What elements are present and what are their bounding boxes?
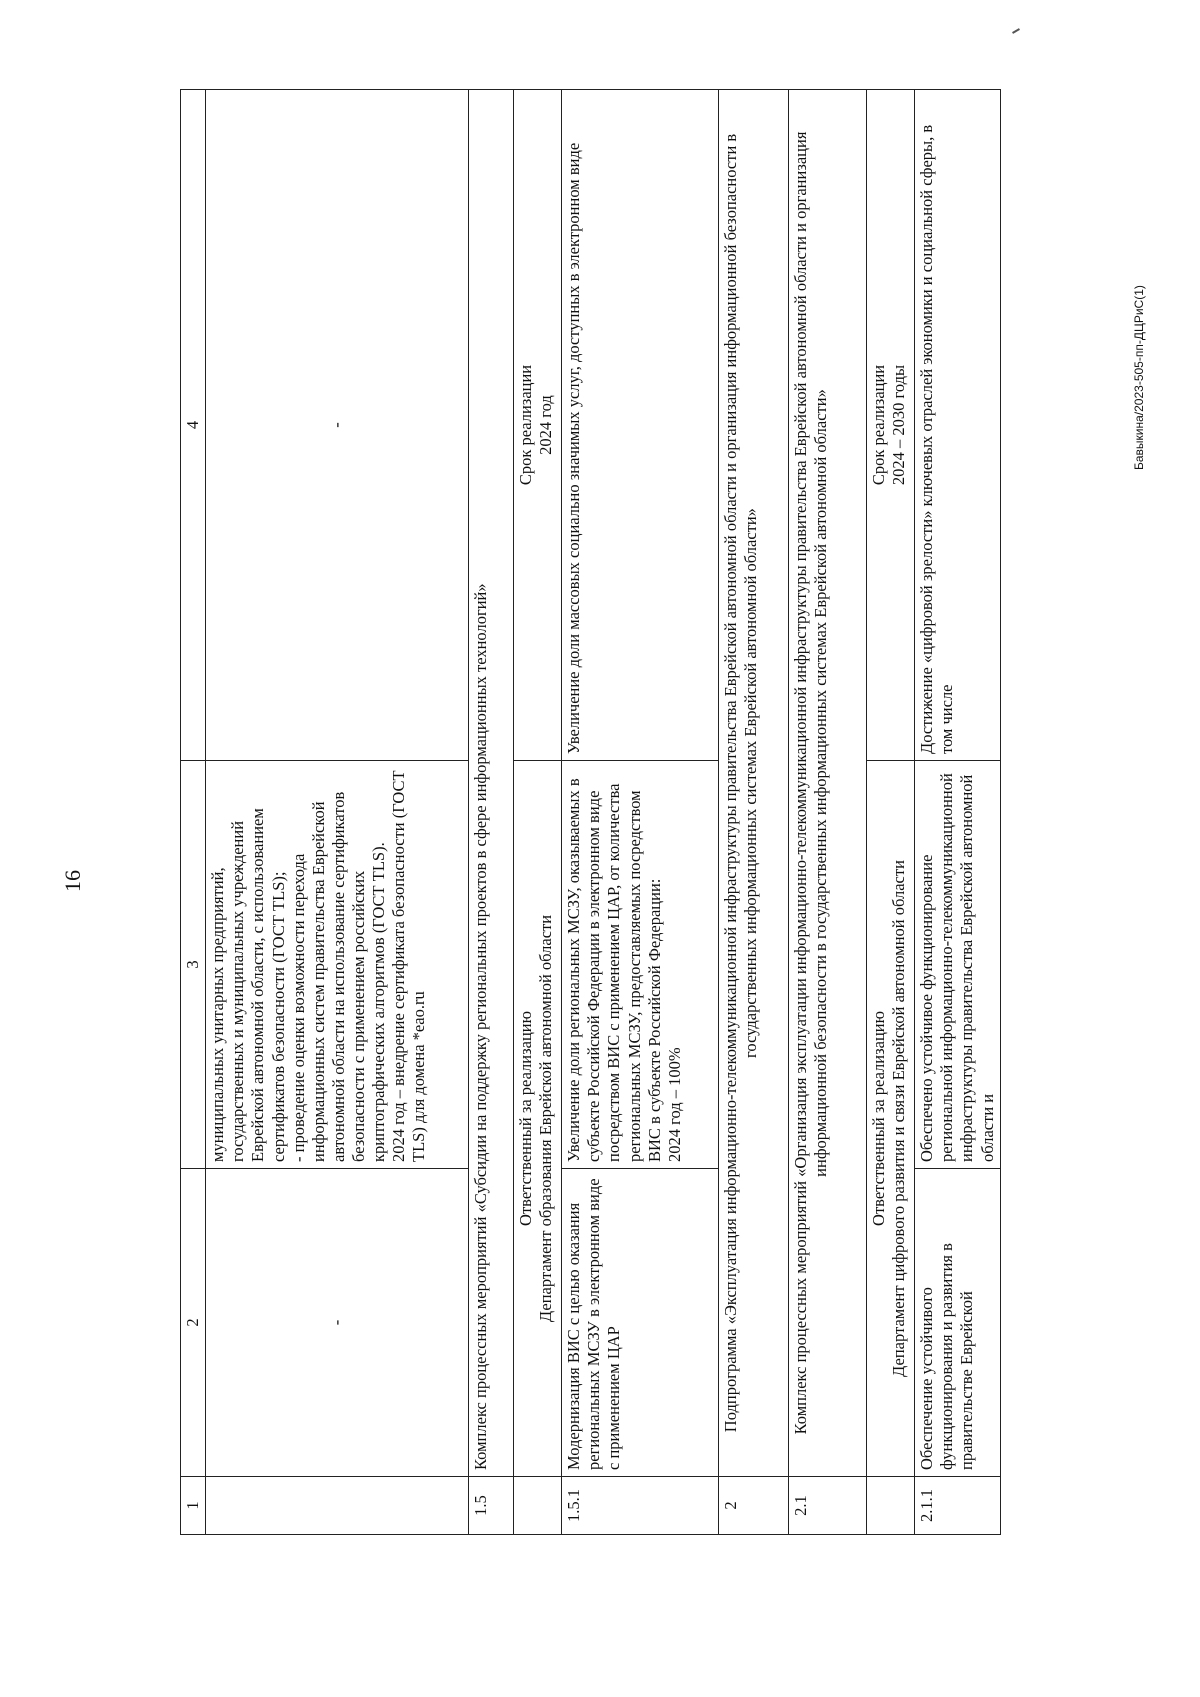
continuation-num	[206, 1477, 469, 1535]
continuation-col2: -	[206, 1169, 469, 1477]
row-2-1-num: 2.1	[789, 1477, 867, 1535]
header-col-3: 3	[181, 761, 206, 1169]
row-2-1-term: Срок реализации 2024 – 2030 годы	[867, 90, 915, 761]
row-2-1-1-task: Обеспечение устойчивого функционирования и развития в правительстве Еврейской	[915, 1169, 1001, 1477]
page-number: 16	[60, 870, 85, 892]
row-2-1-responsible	[867, 90, 915, 1535]
row-1-5-num: 1.5	[469, 1477, 514, 1535]
row-1-5-1-task: Модернизация ВИС с целью оказания региональных МСЗУ в электронном виде с применением ЦАР	[562, 1169, 719, 1477]
row-1-5-1-num: 1.5.1	[562, 1477, 719, 1535]
row-1-5-title: Комплекс процессных мероприятий «Субсидии на поддержку региональных проектов в сфере информационных технологий»	[469, 90, 514, 1477]
continuation-col3: муниципальных унитарных предприятий, государственных и муниципальных учреждений Еврейской автономной области, с использованием сертификатов безопасности (ГОСТ TLS); - проведение оценки возможности перехода информационных систем правительства Еврейской автономной области на использование сертификатов безопасности с применением российских криптографических алгоритмов (ГОСТ TLS). 2024 год – внедрение сертификата безопасности (ГОСТ TLS) для домена *eao.ru	[206, 761, 469, 1169]
row-2-title: Подпрограмма «Эксплуатация информационно-телекоммуникационной инфраструктуры правительства Еврейской автономной области и организация информационной безопасности в государственных информационных системах Еврейской автономной области»	[719, 90, 789, 1477]
rotated-table-frame	[180, 90, 997, 1535]
header-col-1: 1	[181, 1477, 206, 1535]
footer-reference: Бавыкина/2023-505-пп-ДЦРиС(1)	[1132, 285, 1146, 470]
row-2-1-title: Комплекс процессных мероприятий «Организация эксплуатации информационно-телекоммуникационной инфраструктуры правительства Еврейской автономной области и организация информационной безопасности в государственных информационных системах Еврейской автономной области»	[789, 90, 867, 1477]
row-2-1-1-description: Обеспечено устойчивое функционирование региональной информационно-телекоммуникационной инфраструктуры правительства Еврейской автономной области и	[915, 761, 1001, 1169]
continuation-col4: -	[206, 90, 469, 761]
row-2-1	[789, 90, 867, 1535]
row-1-5-responsible-text: Ответственный за реализацию Департамент образования Еврейской автономной области	[514, 761, 562, 1477]
header-col-4: 4	[181, 90, 206, 761]
row-2-1-1-link: Достижение «цифровой зрелости» ключевых отраслей экономики и социальной сферы, в том числе	[915, 90, 1001, 761]
row-2-1-responsible-text: Ответственный за реализацию Департамент цифрового развития и связи Еврейской автономной области	[867, 761, 915, 1477]
row-1-5-term: Срок реализации 2024 год	[514, 90, 562, 761]
row-1-5-1	[562, 90, 719, 1535]
row-1-5	[469, 90, 514, 1535]
row-1-5-blank	[514, 1477, 562, 1535]
row-1-5-responsible	[514, 90, 562, 1535]
row-2	[719, 90, 789, 1535]
row-2-1-blank	[867, 1477, 915, 1535]
row-1-5-1-link: Увеличение доли массовых социально значимых услуг, доступных в электронном виде	[562, 90, 719, 761]
row-1-5-1-description: Увеличение доли региональных МСЗУ, оказываемых в субъекте Российской Федерации в электронном виде посредством ВИС с применением ЦАР, от количества региональных МСЗУ, предоставляемых посредством ВИС в субъекте Российской Федерации: 2024 год – 100%	[562, 761, 719, 1169]
continuation-row	[206, 90, 469, 1535]
program-table	[180, 89, 1001, 1535]
row-2-1-1	[915, 90, 1001, 1535]
scan-mark	[1012, 28, 1020, 34]
header-col-2: 2	[181, 1169, 206, 1477]
row-2-num: 2	[719, 1477, 789, 1535]
header-row	[181, 90, 206, 1535]
row-2-1-1-num: 2.1.1	[915, 1477, 1001, 1535]
